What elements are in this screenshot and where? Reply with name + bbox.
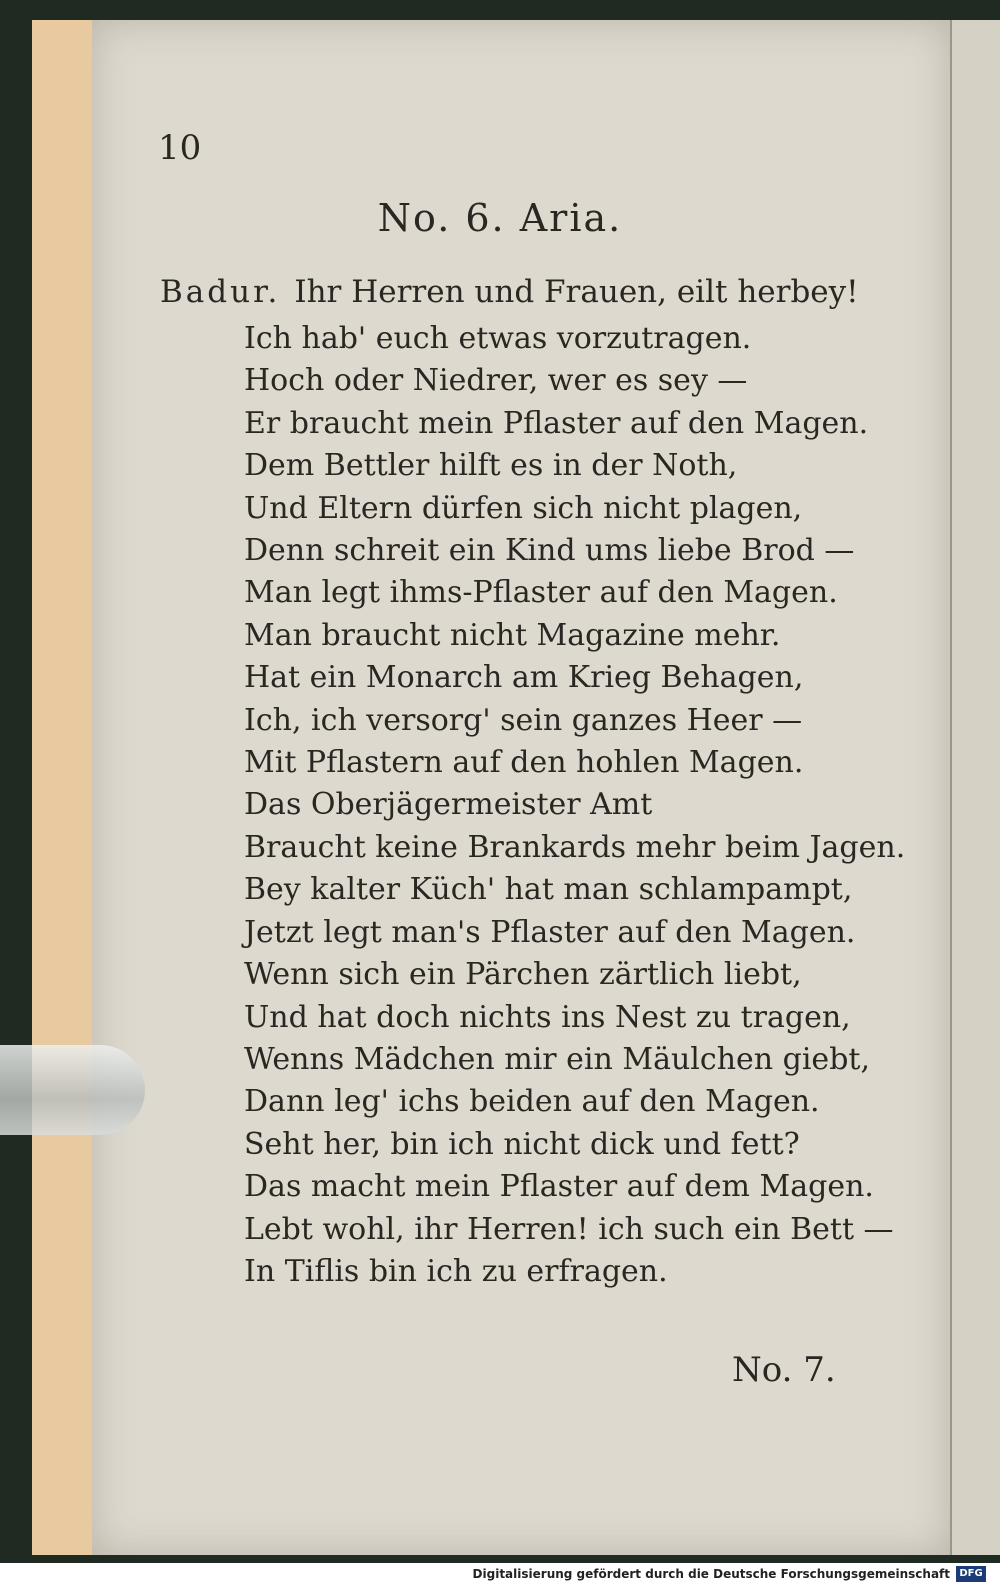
page-clip <box>0 1045 145 1135</box>
first-verse: Ihr Herren und Frauen, eilt herbey! <box>294 274 859 310</box>
verse-line: Bey kalter Küch' hat man schlampampt, <box>244 872 853 908</box>
footer-credit: Digitalisierung gefördert durch die Deutsche Forschungsgemeinschaft <box>472 1567 950 1581</box>
verse-line: Braucht keine Brankards mehr beim Jagen. <box>244 829 906 865</box>
next-page-edge <box>950 20 1000 1555</box>
verse-line: Dann leg' ichs beiden auf den Magen. <box>244 1084 820 1120</box>
verse-line: In Tiflis bin ich zu erfragen. <box>244 1253 668 1289</box>
verse-line: Dem Bettler hilft es in der Noth, <box>244 448 738 484</box>
speaker-name: Badur. <box>160 274 281 310</box>
verse-line: Das macht mein Pflaster auf dem Magen. <box>244 1169 874 1205</box>
verse-line: Hat ein Monarch am Krieg Behagen, <box>244 660 804 696</box>
catchword: No. 7. <box>732 1350 836 1390</box>
verse-line: Man braucht nicht Magazine mehr. <box>244 617 781 653</box>
verse-line: Ich, ich versorg' sein ganzes Heer — <box>244 702 803 738</box>
verse-line: Seht her, bin ich nicht dick und fett? <box>244 1126 800 1162</box>
verse-line: Wenn sich ein Pärchen zärtlich liebt, <box>244 957 802 993</box>
verse-line: Das Oberjägermeister Amt <box>244 787 653 823</box>
footer-bar <box>0 1563 1000 1587</box>
verse-line: Und hat doch nichts ins Nest zu tragen, <box>244 999 851 1035</box>
verse-line: Jetzt legt man's Pflaster auf den Magen. <box>244 914 856 950</box>
verse-line: Er braucht mein Pflaster auf den Magen. <box>244 405 869 441</box>
verse-line: Mit Pflastern auf den hohlen Magen. <box>244 745 804 781</box>
verse-line: Man legt ihms-Pflaster auf den Magen. <box>244 575 838 611</box>
verse-list <box>244 318 905 1293</box>
verse-line: Lebt wohl, ihr Herren! ich such ein Bett — <box>244 1211 894 1247</box>
section-heading: No. 6. Aria. <box>377 196 623 240</box>
verse-line: Denn schreit ein Kind ums liebe Brod — <box>244 533 855 569</box>
verse-line: Wenns Mädchen mir ein Mäulchen giebt, <box>244 1041 870 1077</box>
verse-line: Und Eltern dürfen sich nicht plagen, <box>244 490 803 526</box>
speaker-line <box>160 274 859 310</box>
verse-line: Hoch oder Niedrer, wer es sey — <box>244 363 748 399</box>
page-number: 10 <box>158 128 202 168</box>
dfg-logo: DFG <box>956 1566 986 1582</box>
verse-line: Ich hab' euch etwas vorzutragen. <box>244 321 752 356</box>
